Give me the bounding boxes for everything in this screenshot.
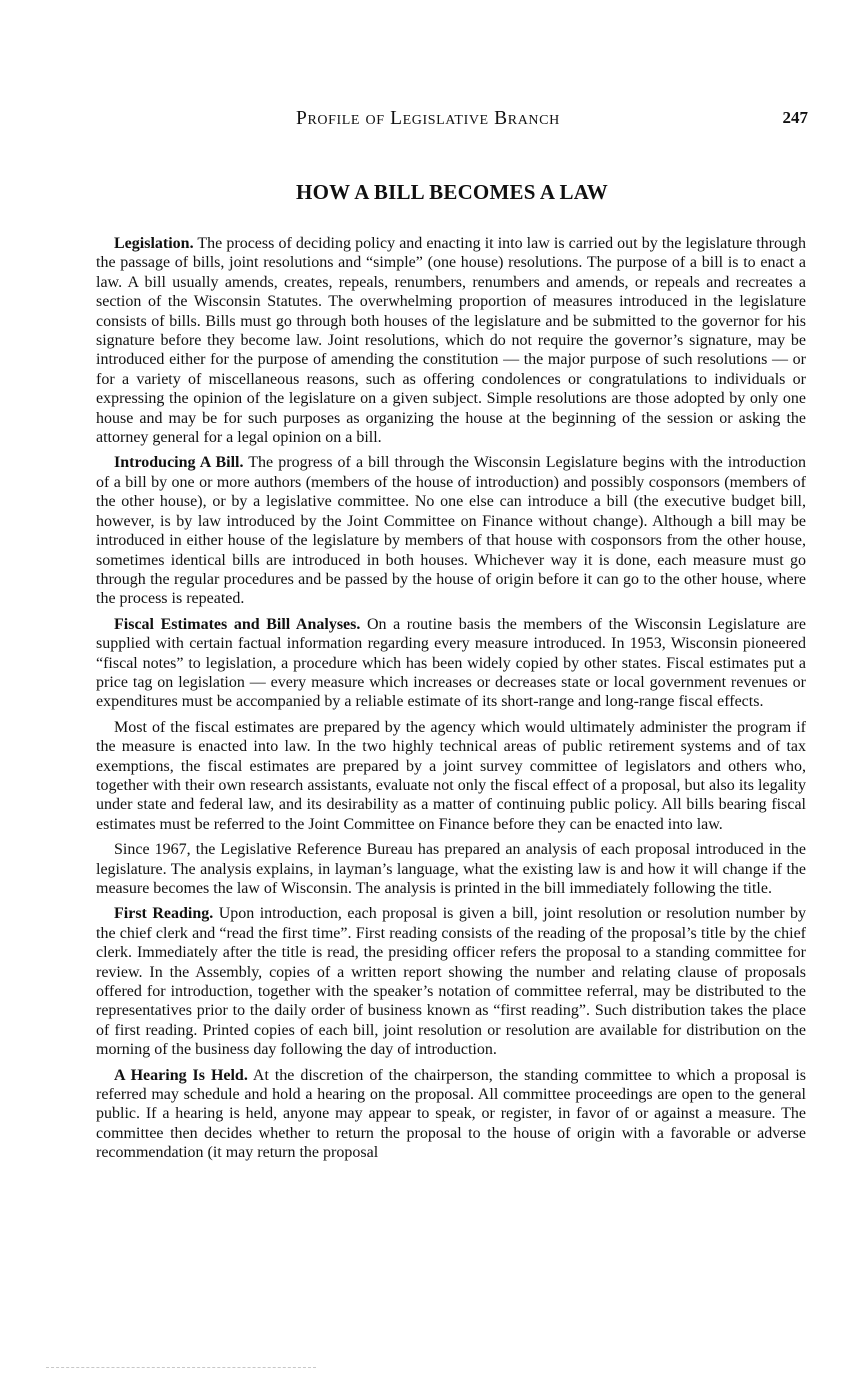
paragraph-heading: Fiscal Estimates and Bill Analyses. [114, 615, 361, 633]
paragraph-introducing-a-bill [96, 453, 806, 608]
paragraph-heading: Legislation. [114, 235, 194, 252]
paragraph-legislation [96, 234, 806, 447]
article-body [96, 234, 806, 1169]
paragraph-text: On a routine basis the members of the Wisconsin Legislature are supplied with certain factual information regarding every measure introduced. In 1953, Wisconsin pioneered “fiscal notes” to legislation, a procedure which has been widely copied by other states. Fiscal estimates put a price tag on legislation — every measure which increases or decreases state or local government revenues or expenditures must be accompanied by a reliable estimate of its short-range and long-range fiscal effects. [96, 615, 806, 711]
paragraph-text: Since 1967, the Legislative Reference Bureau has prepared an analysis of each proposal introduced in the legislature. The analysis explains, in layman’s language, what the existing law is and how it will change if the measure becomes the law of Wisconsin. The analysis is printed in the bill immediately following the title. [96, 841, 806, 897]
paragraph-fiscal-estimates-continued [96, 718, 806, 834]
paragraph-heading: A Hearing Is Held. [114, 1066, 248, 1084]
paragraph-text: Upon introduction, each proposal is given a bill, joint resolution or resolution number by the chief clerk and “read the first time”. First reading consists of the reading of the proposal’s title by the chief clerk. Immediately after the title is read, the presiding officer refers the proposal to a standing committee for review. In the Assembly, copies of a written report showing the number and relating clause of proposals offered for introduction, together with the speaker’s notation of committee referral, may be distributed to the representatives prior to the daily order of business known as “first reading”. Such distribution takes the place of first reading. Printed copies of each bill, joint resolution or resolution are available for distribution on the morning of the business day following the day of introduction. [96, 905, 806, 1059]
paragraph-text: At the discretion of the chairperson, the standing committee to which a proposal is referred may schedule and hold a hearing on the proposal. All committee proceedings are open to the general public. If a hearing is held, anyone may appear to speak, or register, in favor of or against a measure. The committee then decides whether to return the proposal to the house of origin with a favorable or adverse recommendation (it may return the proposal [96, 1066, 806, 1162]
paragraph-text: The process of deciding policy and enacting it into law is carried out by the legislature through the passage of bills, joint resolutions and “simple” (one house) resolutions. The purpose of a bill is to enact a law. A bill usually amends, creates, repeals, renumbers, renumbers and amends, or repeals and recreates a section of the Wisconsin Statutes. The overwhelming proportion of measures introduced in the legislature consists of bills. Bills must go through both houses of the legislature and be submitted to the governor for his signature before they become law. Joint resolutions, which do not require the governor’s signature, may be introduced either for the purpose of amending the constitution — the major purpose of such resolutions — or for a variety of miscellaneous reasons, such as offering condolences or congratulations to individuals or expressing the opinion of the legislature on a given subject. Simple resolutions are those adopted by only one house and may be for such purposes as organizing the house at the beginning of the session or asking the attorney general for a legal opinion on a bill. [96, 235, 807, 447]
paragraph-bill-analysis [96, 840, 806, 898]
paragraph-fiscal-estimates [96, 615, 806, 712]
paragraph-first-reading [96, 904, 806, 1059]
paragraph-heading: Introducing A Bill. [114, 454, 244, 472]
running-title: Profile of Legislative Branch [296, 108, 560, 129]
paragraph-hearing-held [96, 1066, 806, 1163]
paragraph-heading: First Reading. [114, 905, 214, 923]
scan-artifact [46, 1367, 316, 1371]
paragraph-text: Most of the fiscal estimates are prepared by the agency which would ultimately administer the program if the measure is enacted into law. In the two highly technical areas of public retirement systems and of tax exemptions, the fiscal estimates are prepared by a joint survey committee of legislators and others who, together with their own research assistants, evaluate not only the fiscal effect of a proposal, but also its legality under state and federal law, and its desirability as a matter of continuing public policy. All bills bearing fiscal estimates must be referred to the Joint Committee on Finance before they can be enacted into law. [96, 718, 806, 833]
page-title: HOW A BILL BECOMES A LAW [296, 180, 608, 204]
running-header [96, 108, 808, 136]
page-number: 247 [782, 108, 808, 127]
paragraph-text: The progress of a bill through the Wisconsin Legislature begins with the introduction of a bill by one or more authors (members of the house of introduction) and possibly cosponsors (members of the other house), or by a legislative committee. No one else can introduce a bill (the executive budget bill, however, is by law introduced by the Joint Committee on Finance without change). Although a bill may be introduced in either house of the legislature by members of that house with cosponsors from the other house, sometimes identical bills are introduced in both houses. Whichever way it is done, each measure must go through the regular procedures and be passed by the house of origin before it can go to the other house, where the process is repeated. [96, 454, 807, 608]
